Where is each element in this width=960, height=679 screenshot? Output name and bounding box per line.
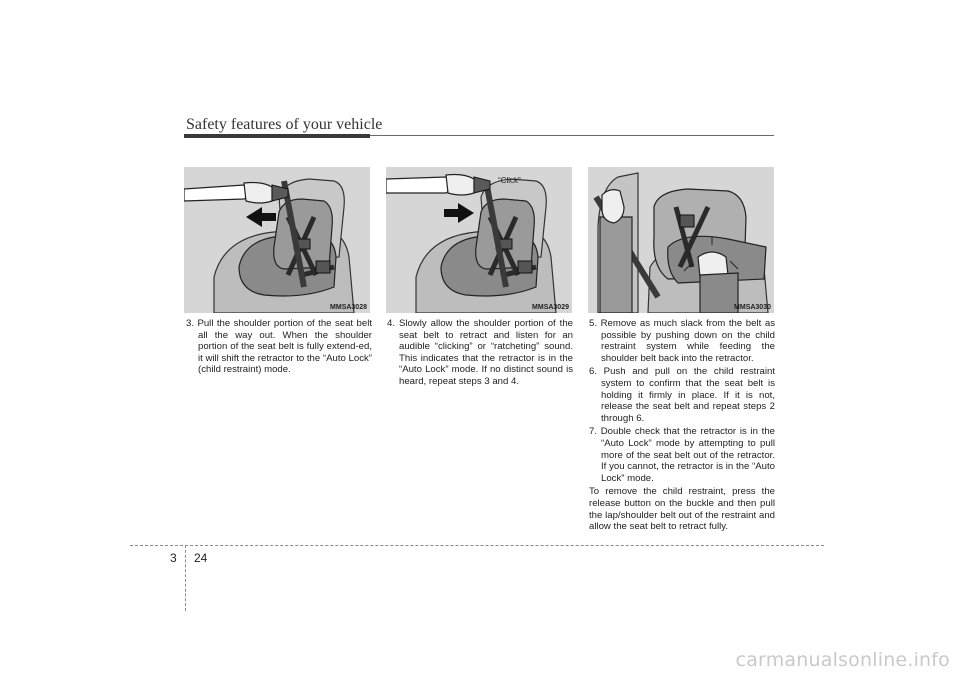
chapter-number: 3 [170, 551, 177, 565]
figure-pull-belt [184, 167, 370, 313]
step-7: 7. Double check that the retractor is in the “Auto Lock” mode by attempting to pull more of the seat belt out of the retractor. If you cannot, the retractor is in the “Auto Lock” mode. [589, 426, 775, 484]
figure-code: MMSA3030 [734, 304, 771, 311]
step-5: 5. Remove as much slack from the belt as possible by pushing down on the child restraint system while feeding the shoulder belt back into the retractor. [589, 318, 775, 364]
child-seat-illustration [386, 167, 572, 313]
step-6: 6. Push and pull on the child restraint system to confirm that the seat belt is holding it firmly in place. If it is not, release the seat belt and repeat steps 2 through 6. [589, 366, 775, 424]
column-left [186, 318, 372, 378]
header-rule [184, 134, 370, 138]
page-number: 24 [194, 551, 208, 565]
figure-code: MMSA3028 [330, 304, 367, 311]
figure-retract-belt [386, 167, 572, 313]
header-rule-thin [370, 135, 774, 136]
footer-divider [185, 545, 186, 611]
step-4: 4. Slowly allow the shoulder portion of the seat belt to retract and listen for an audible “clicking” or “ratcheting” sound. This indicates that the retractor is in the “Auto Lock” mode. If no distinct sound is heard, repeat steps 3 and 4. [387, 318, 573, 387]
arrow-left-icon [246, 207, 276, 227]
watermark: carmanualsonline.info [735, 649, 950, 671]
click-callout: “Click” [498, 176, 521, 185]
closing-paragraph: To remove the child restraint, press the release button on the buckle and then pull the lap/shoulder belt out of the restraint and allow the seat belt to retract fully. [589, 486, 775, 533]
column-right [589, 318, 775, 533]
figure-code: MMSA3029 [532, 304, 569, 311]
child-seat-illustration [588, 167, 774, 313]
figure-push-seat [588, 167, 774, 313]
column-middle [387, 318, 573, 390]
arrow-right-icon [444, 203, 474, 223]
child-seat-illustration [184, 167, 370, 313]
footer-rule [130, 545, 824, 546]
section-title: Safety features of your vehicle [186, 116, 383, 133]
step-3: 3. Pull the shoulder portion of the seat belt all the way out. When the shoulder portion of the seat belt is fully extend-ed, it will shift the retractor to the “Auto Lock” (child restraint) mode. [186, 318, 372, 376]
